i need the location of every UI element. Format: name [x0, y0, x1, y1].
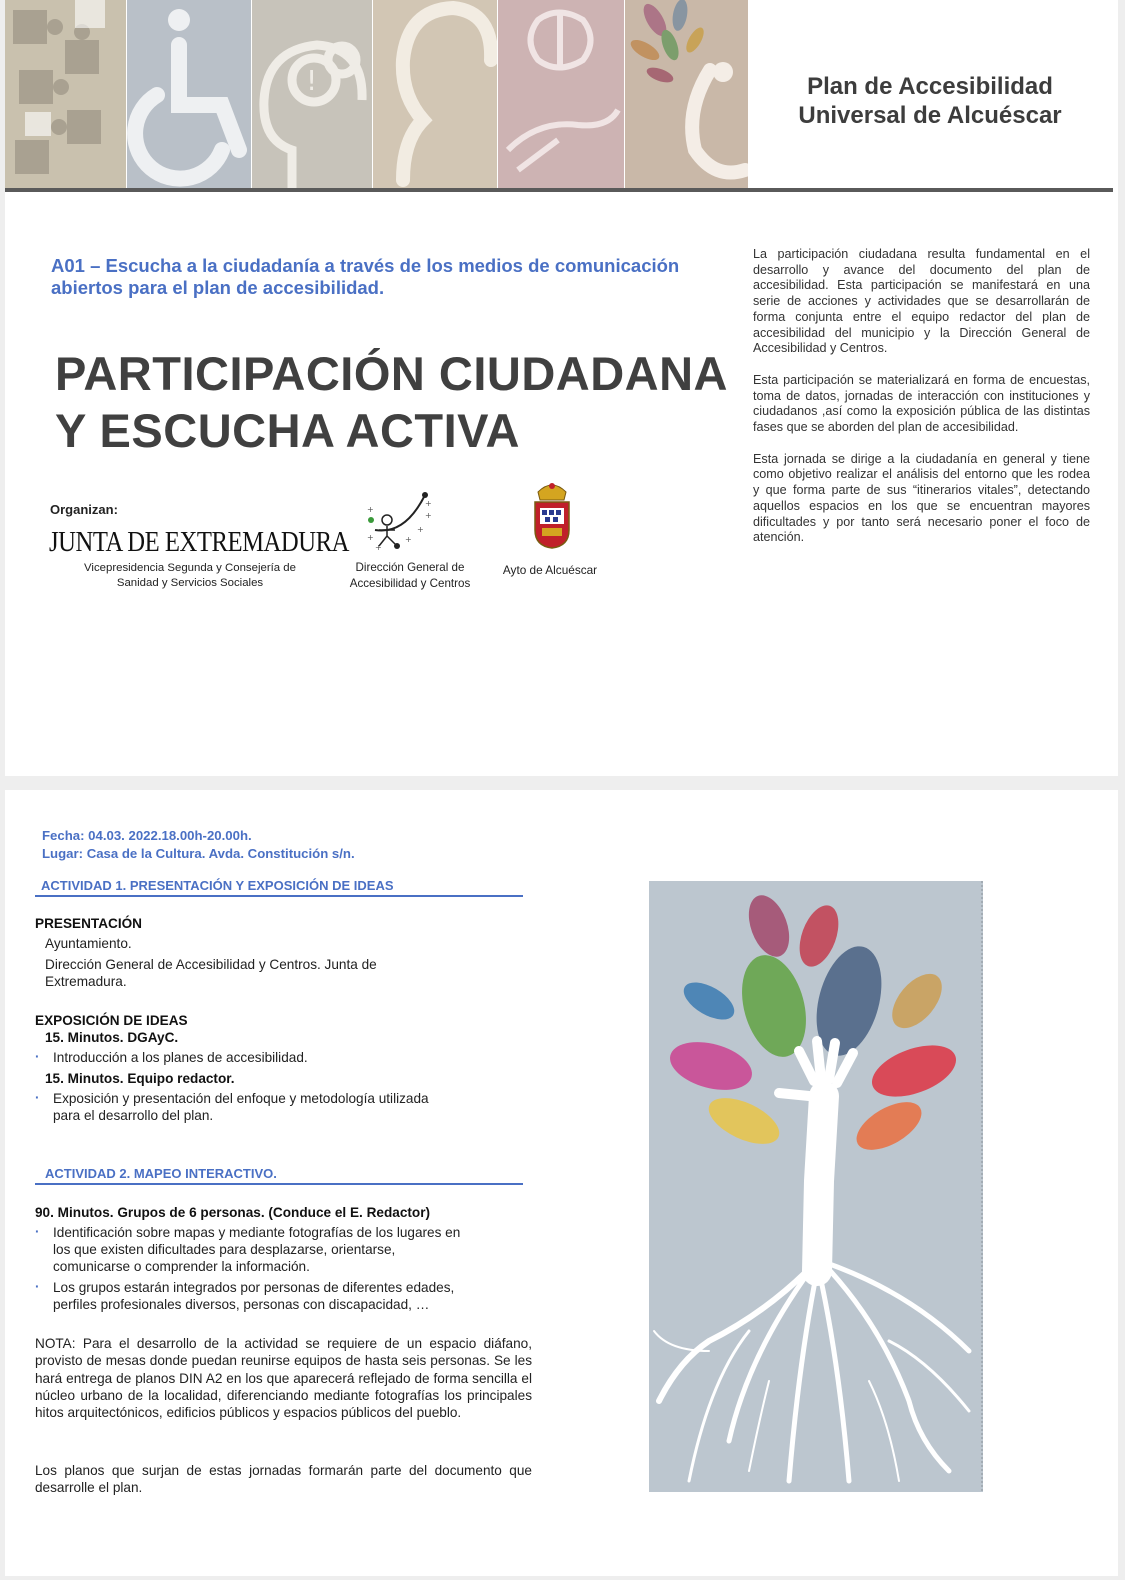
- junta-logo-text: JUNTA DE EXTREMADURA: [49, 527, 349, 558]
- activity2-content: [35, 1204, 535, 1313]
- event-location: Lugar: Casa de la Cultura. Avda. Constitución s/n.: [42, 846, 355, 861]
- wheelchair-icon: [127, 0, 251, 188]
- event-date: Fecha: 04.03. 2022.18.00h-20.00h.: [42, 828, 252, 843]
- svg-text:+: +: [425, 511, 432, 520]
- intro-text: [753, 247, 1090, 562]
- exposicion-heading: EXPOSICIÓN DE IDEAS: [35, 1013, 188, 1028]
- activity2-bullet: · Los grupos estarán integrados por personas de diferentes edades, perfiles profesionales diversos, personas con discapacidad, …: [35, 1279, 535, 1313]
- organizers-label: Organizan:: [50, 502, 118, 517]
- coat-of-arms-icon: [530, 478, 574, 555]
- activity1-content: [35, 915, 535, 1124]
- svg-text:+: +: [425, 499, 432, 508]
- slot2-heading: 15. Minutos. Equipo redactor.: [45, 1071, 235, 1086]
- dg-accesibilidad-label: Dirección General de Accesibilidad y Centros: [349, 561, 471, 590]
- main-title: PARTICIPACIÓN CIUDADANA Y ESCUCHA ACTIVA: [55, 347, 728, 457]
- slot1-heading: 15. Minutos. DGAyC.: [45, 1030, 179, 1045]
- activity2-slot-heading: 90. Minutos. Grupos de 6 personas. (Conduce el E. Redactor): [35, 1205, 431, 1220]
- svg-text:+: +: [405, 535, 412, 544]
- slot1-bullet: · Introducción a los planes de accesibilidad.: [35, 1049, 535, 1066]
- svg-text:+: +: [417, 525, 424, 534]
- presentacion-item: Ayuntamiento.: [45, 936, 132, 951]
- page-one: [5, 0, 1118, 776]
- brain-hand-icon: [498, 0, 624, 188]
- planos-paragraph: Los planos que surjan de estas jornadas formarán parte del documento que desarrolle el plan.: [35, 1463, 532, 1496]
- leaf-person-icon: [625, 0, 748, 188]
- event-info: [42, 827, 355, 863]
- slot2-bullet: · Exposición y presentación del enfoque y metodología utilizada para el desarrollo del plan.: [35, 1090, 535, 1124]
- tree-hand-icon: [649, 881, 983, 1492]
- ear-icon: [373, 0, 497, 188]
- activity1-heading: ACTIVIDAD 1. PRESENTACIÓN Y EXPOSICIÓN DE IDEAS: [35, 878, 523, 897]
- head-thought-icon: [252, 0, 372, 188]
- activity2-heading: ACTIVIDAD 2. MAPEO INTERACTIVO.: [35, 1166, 523, 1185]
- header-banner: [5, 0, 748, 188]
- junta-subtitle: Vicepresidencia Segunda y Consejería de Sanidad y Servicios Sociales: [84, 562, 296, 589]
- intro-paragraph: Esta jornada se dirige a la ciudadanía en general y tiene como objetivo realizar el análisis del entorno que les rodea y que forma parte de sus “itinerarios vitales”, detectando aquellos espacios en los que se encuentran mayores dificultades y por tanto será necesario poner el foco de atención.: [753, 451, 1090, 545]
- presentacion-item: Extremadura.: [45, 974, 127, 989]
- nota-paragraph: NOTA: Para el desarrollo de la actividad se requiere de un espacio diáfano, provisto de mesas donde puedan reunirse equipos de hasta seis personas. Se les hará entrega de planos DIN A2 en los que aparecerá reflejado de forma sencilla el núcleo urbano de la localidad, diferenciando mediante fotografías los principales hitos arquitectónicos, edificios públicos y espacios públicos del pueblo.: [35, 1336, 532, 1421]
- ayto-label: Ayto de Alcuéscar: [502, 563, 598, 577]
- intro-paragraph: Esta participación se materializará en forma de encuestas, toma de datos, jornadas de interacción con instituciones y ciudadanos ,así como la exposición pública de las distintas fases que se aborden del plan de accesibilidad.: [753, 372, 1090, 435]
- puzzle-icon: [5, 0, 126, 188]
- dg-accesibilidad-logo-icon: [365, 490, 435, 557]
- header-rule: [5, 188, 1113, 192]
- svg-text:!: !: [306, 64, 318, 97]
- intro-paragraph: La participación ciudadana resulta fundamental en el desarrollo y avance del documento del plan de accesibilidad. Esta participación se manifestará en una serie de acciones y actividades que se desarrollarán de forma conjunta entre el equipo redactor del plan de accesibilidad del municipio y la Dirección General de Accesibilidad y Centros.: [753, 247, 1090, 356]
- page-two: [5, 790, 1118, 1576]
- svg-text:+: +: [375, 543, 382, 552]
- presentacion-item: Dirección General de Accesibilidad y Centros. Junta de: [45, 957, 377, 972]
- activity2-bullet: · Identificación sobre mapas y mediante fotografías de los lugares en los que existen dificultades para desplazarse, orientarse, comunicarse o comprender la información.: [35, 1224, 535, 1275]
- presentacion-heading: PRESENTACIÓN: [35, 916, 142, 931]
- action-title: A01 – Escucha a la ciudadanía a través de los medios de comunicación abiertos para el plan de accesibilidad.: [51, 255, 680, 298]
- plan-title: Plan de Accesibilidad Universal de Alcuéscar: [798, 73, 1062, 129]
- svg-text:+: +: [367, 533, 374, 542]
- svg-text:+: +: [367, 505, 374, 514]
